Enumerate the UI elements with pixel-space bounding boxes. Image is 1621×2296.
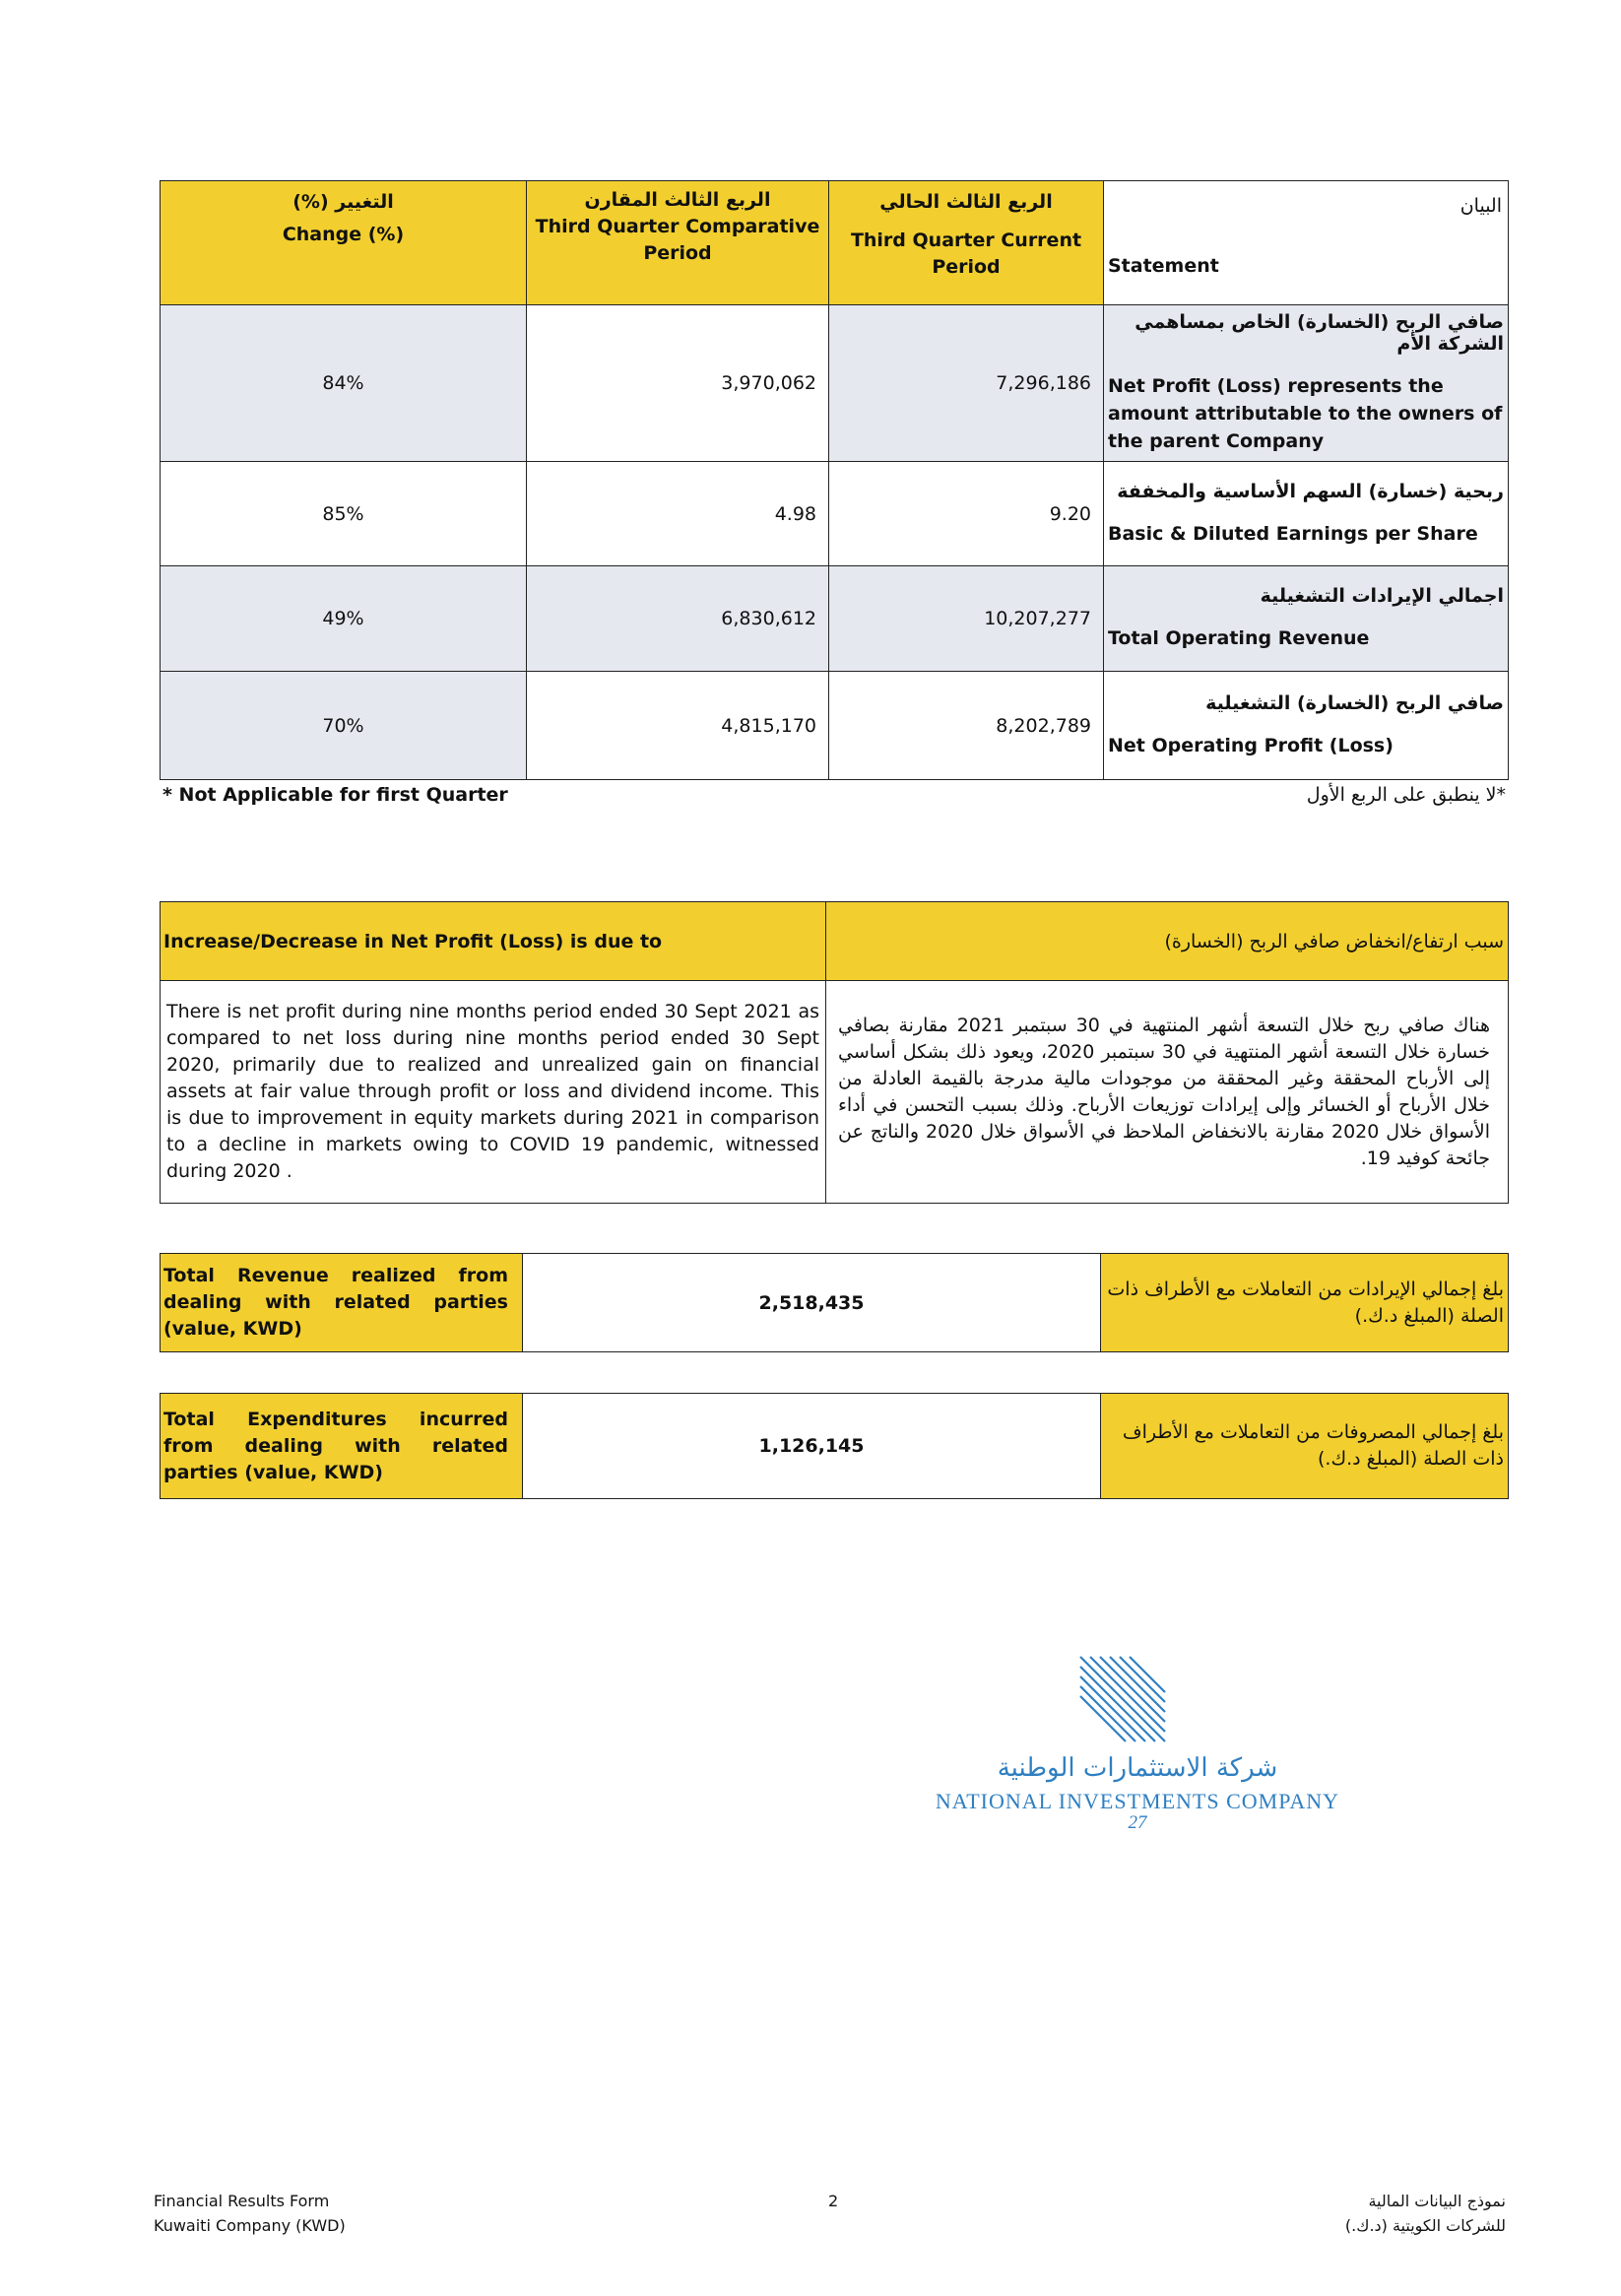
related-expenditure-label-ar: بلغ إجمالي المصروفات من التعاملات مع الأطراف ذات الصلة (المبلغ د.ك.) — [1101, 1394, 1509, 1499]
related-expenditure-table — [160, 1393, 1509, 1499]
reason-body-row — [161, 981, 1509, 1204]
note-ar: *لا ينطبق على الربع الأول — [1306, 784, 1506, 806]
row-revenue-label-ar: اجمالي الإيرادات التشغيلية — [1260, 585, 1504, 607]
row-op-profit-label-ar: صافي الربح (الخسارة) التشغيلية — [1205, 691, 1504, 714]
footer-left-line1: Financial Results Form — [154, 2192, 330, 2210]
header-statement-ar: البيان — [1459, 195, 1502, 217]
related-revenue-label-en: Total Revenue realized from dealing with related parties (value, KWD) — [161, 1254, 523, 1352]
reason-body-en: There is net profit during nine months period ended 30 Sept 2021 as compared to net loss during nine months period ended 30 Sept 2020, primarily due to realized and unrealized gain on financial assets at fair value through profit or loss and dividend income. This is due to improvement in equity markets during 2021 in comparison to a decline in markets owing to COVID 19 pandemic, witnessed during 2020 . — [161, 981, 826, 1204]
related-revenue-value: 2,518,435 — [523, 1254, 1101, 1352]
row-revenue-label-en: Total Operating Revenue — [1108, 627, 1370, 649]
stamp-number: 27 — [1128, 1812, 1147, 1833]
row-net-profit-change: 84% — [161, 305, 527, 462]
results-table — [160, 180, 1509, 780]
company-stamp — [911, 1655, 1364, 1832]
reason-header-ar: سبب ارتفاع/انخفاض صافي الربح (الخسارة) — [826, 902, 1509, 981]
results-row-operating-profit — [161, 672, 1509, 780]
stamp-name-ar: شركة الاستثمارات الوطنية — [997, 1753, 1278, 1783]
row-net-profit-current: 7,296,186 — [829, 305, 1104, 462]
footer-right — [1345, 2189, 1506, 2238]
header-comparative-en: Third Quarter Comparative Period — [535, 216, 820, 264]
results-row-net-profit — [161, 305, 1509, 462]
row-revenue-comparative: 6,830,612 — [527, 566, 829, 672]
related-revenue-label-ar: بلغ إجمالي الإيرادات من التعاملات مع الأطراف ذات الصلة (المبلغ د.ك.) — [1101, 1254, 1509, 1352]
related-revenue-row — [161, 1254, 1509, 1352]
header-current-ar: الربع الثالث الحالي — [879, 191, 1053, 213]
related-expenditure-label-en: Total Expenditures incurred from dealing with related parties (value, KWD) — [161, 1394, 523, 1499]
row-net-profit-label-ar: صافي الربح (الخسارة) الخاص بمساهمي الشركة الأم — [1135, 311, 1504, 355]
header-statement-en: Statement — [1108, 255, 1219, 277]
row-op-profit-current: 8,202,789 — [829, 672, 1104, 780]
row-eps-comparative: 4.98 — [527, 462, 829, 566]
related-expenditure-row — [161, 1394, 1509, 1499]
row-eps-label-ar: ربحية (خسارة) السهم الأساسية والمخففة — [1117, 480, 1504, 502]
company-logo-icon — [1078, 1655, 1167, 1743]
header-change-en: Change (%) — [282, 224, 405, 245]
reason-table — [160, 901, 1509, 1204]
row-revenue-change: 49% — [161, 566, 527, 672]
results-header-row — [161, 181, 1509, 305]
row-net-profit-label-en: Net Profit (Loss) represents the amount attributable to the owners of the parent Company — [1108, 375, 1503, 452]
row-revenue-label — [1104, 566, 1509, 672]
header-change-ar: التغيير (%) — [292, 191, 394, 213]
header-current — [829, 181, 1104, 305]
related-revenue-table — [160, 1253, 1509, 1352]
row-op-profit-comparative: 4,815,170 — [527, 672, 829, 780]
row-op-profit-label — [1104, 672, 1509, 780]
footer-right-line2: للشركات الكويتية (د.ك.) — [1344, 2216, 1506, 2235]
row-eps-change: 85% — [161, 462, 527, 566]
reason-header-row — [161, 902, 1509, 981]
row-eps-label-en: Basic & Diluted Earnings per Share — [1108, 522, 1478, 545]
header-comparative — [527, 181, 829, 305]
footer-left-line2: Kuwaiti Company (KWD) — [154, 2216, 346, 2235]
header-current-en: Third Quarter Current Period — [850, 230, 1082, 278]
header-change — [161, 181, 527, 305]
note-en: * Not Applicable for first Quarter — [162, 784, 508, 806]
reason-header-en: Increase/Decrease in Net Profit (Loss) is due to — [161, 902, 826, 981]
footer-right-line1: نموذج البيانات المالية — [1368, 2192, 1506, 2210]
row-eps-current: 9.20 — [829, 462, 1104, 566]
reason-body-ar: هناك صافي ربح خلال التسعة أشهر المنتهية في 30 سبتمبر 2021 مقارنة بصافي خسارة خلال التسعة أشهر المنتهية في 30 سبتمبر 2020، ويعود ذلك بشكل أساسي إلى الأرباح المحققة وغير المحققة من موجودات مالية مدرجة بالقيمة العادلة من خلال الأرباح أو الخسائر وإلى إيرادات توزيعات الأرباح. وذلك بسبب التحسن في أداء الأسواق خلال 2020 مقارنة بالانخفاض الملاحظ في الأسواق خلال 2020 والناتج عن جائحة كوفيد 19. — [826, 981, 1509, 1204]
related-expenditure-value: 1,126,145 — [523, 1394, 1101, 1499]
row-net-profit-label — [1104, 305, 1509, 462]
row-op-profit-label-en: Net Operating Profit (Loss) — [1108, 734, 1394, 756]
row-eps-label — [1104, 462, 1509, 566]
results-row-operating-revenue — [161, 566, 1509, 672]
row-op-profit-change: 70% — [161, 672, 527, 780]
footer-page-number: 2 — [828, 2192, 839, 2210]
results-row-eps — [161, 462, 1509, 566]
header-statement — [1104, 181, 1509, 305]
stamp-name-en: NATIONAL INVESTMENTS COMPANY — [935, 1789, 1340, 1813]
row-net-profit-comparative: 3,970,062 — [527, 305, 829, 462]
row-revenue-current: 10,207,277 — [829, 566, 1104, 672]
header-comparative-ar: الربع الثالث المقارن — [584, 189, 771, 211]
footer-left — [154, 2189, 346, 2238]
